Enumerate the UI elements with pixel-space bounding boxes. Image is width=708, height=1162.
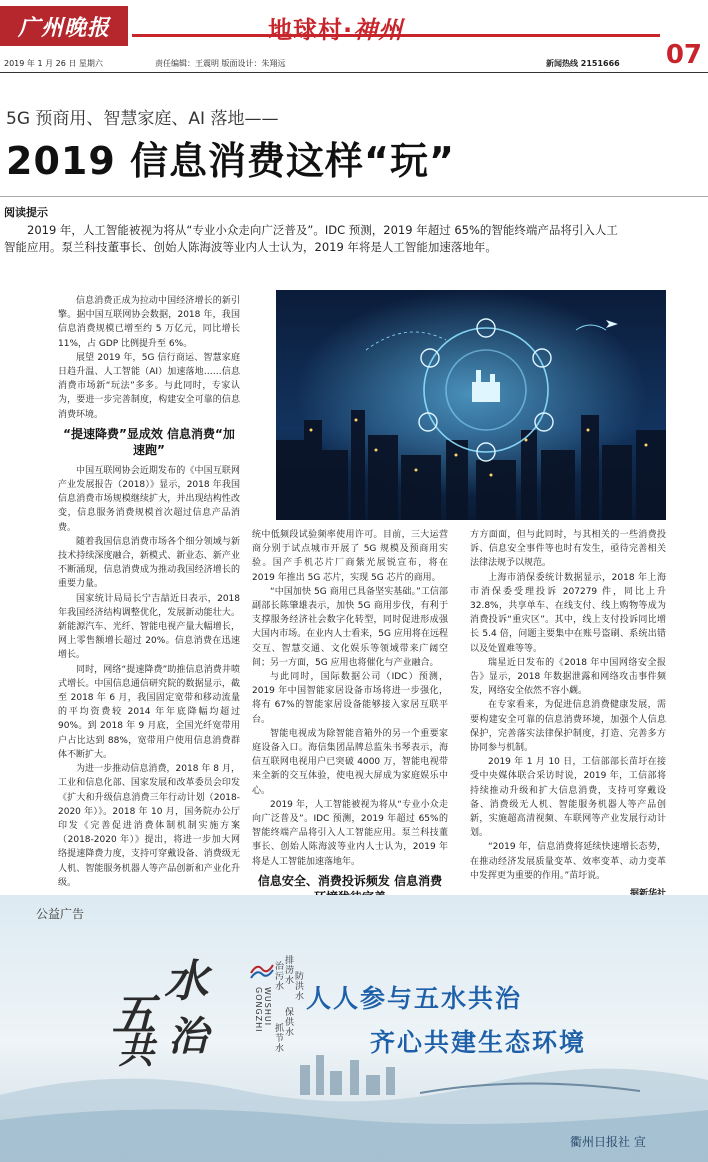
ad-headline-1: 人人参与五水共治 <box>306 984 523 1013</box>
header-divider <box>0 72 708 73</box>
news-hotline: 新闻热线 2151666 <box>546 59 620 68</box>
paragraph: 智能电视成为除智能音箱外的另一个重要家庭设备入口。海信集团品牌总监朱书琴表示，海信互联网电视用户已突破 4000 万，智能电视带来全新的交互体验，使电视大屏成为家庭娱乐中心。 <box>252 728 448 796</box>
slogan-vertical: 排涝水 <box>283 955 293 985</box>
paragraph: 上海市消保委统计数据显示，2018 年上海市消保委受理投诉 207279 件，同比上升 32.8%，共享单车、在线支付、线上购物等成为消费投诉“重灾区”。其中，线上支付投诉同比增长 5.4 倍，问题主要集中在账号盗刷、系统出错以及处置难等等。 <box>470 572 666 654</box>
newspaper-logo <box>0 6 128 46</box>
article-column-1 <box>58 294 240 975</box>
headline-title: 2019 信息消费这样“玩” <box>6 139 455 183</box>
calligraphy-char: 共 <box>118 1030 155 1072</box>
smart-city-svg <box>276 290 666 520</box>
calligraphy-title <box>112 945 222 1072</box>
paragraph: 为进一步推动信息消费，2018 年 8 月，工业和信息化部、国家发展和改革委员会印发《扩大和升级信息消费三年行动计划（2018-2020 年）》。2018 年 10 月，国务院办公厅印发《完善促进消费体制机制实施方案（2018-2020 年）》提出，将进一步加大网络提速降费力度，支持可穿戴设备、消费级无人机、智能服务机器人等产品创新和产业化升级。 <box>58 764 240 888</box>
slogan-vertical: 防洪水 <box>293 971 303 1001</box>
article-column-2 <box>252 528 448 925</box>
smart-city-illustration <box>276 290 666 520</box>
emblem-text: WUSHUI GONGZHI <box>254 987 272 1033</box>
paragraph: “2019 年，信息消费将延续快速增长态势，在推动经济发展质量变革、效率变革、动力变革中发挥更为重要的作用。”苗圩说。 <box>470 842 666 881</box>
paragraph: 统中低频段试验频率使用许可。目前，三大运营商分别于试点城市开展了 5G 规模及预商用实验。国产手机芯片厂商紫光展锐宣布，将在 2019 年推出 5G 芯片，实现 5G 芯片的商用。 <box>252 530 448 583</box>
slogan-vertical: 抓节水 <box>273 1023 283 1053</box>
subhead: 信息安全、消费投诉频发 信息消费 <box>257 873 443 888</box>
ad-headline-2: 齐心共建生态环境 <box>370 1028 587 1057</box>
public-service-ad <box>0 895 708 1162</box>
lead-label: 阅读提示 <box>4 206 48 219</box>
section-title <box>268 10 403 45</box>
paragraph: 中国互联网协会近期发布的《中国互联网产业发展报告（2018）》显示，2018 年我国信息消费市场规模继续扩大，并出现结构性改变，信息服务消费规模首次超过信息产品消费。 <box>58 465 240 533</box>
slogan-vertical: 治污水 <box>273 961 283 991</box>
paragraph: 瑞星近日发布的《2018 年中国网络安全报告》显示，2018 年数据泄露和网络攻击事件频发，网络安全依然不容小觑。 <box>470 657 666 697</box>
slogan-vertical: 保供水 <box>283 1007 293 1037</box>
page-number: 07 <box>665 40 702 70</box>
paragraph: 在专家看来，为促进信息消费健康发展，需要构建安全可靠的信息消费环境，加强个人信息保护，完善落实法律保护制度，打造、完善多方协同参与机制。 <box>470 700 666 754</box>
headline-kicker: 5G 预商用、智慧家庭、AI 落地—— <box>6 109 279 129</box>
paragraph: 方方面面，但与此同时，与其相关的一些消费投诉、信息安全事件等也时有发生，亟待完善相关法律法规予以规范。 <box>470 530 666 569</box>
section-title-sub: 神州 <box>353 15 404 44</box>
calligraphy-char: 水 <box>164 956 208 1007</box>
paragraph: 2019 年 1 月 10 日，工信部部长苗圩在接受中央媒体联合采访时说，2019 年，工信部将持续推动升级和扩大信息消费，支持可穿戴设备、消费级无人机、智能服务机器人等产品创新，实施超高清视频、车联网等产业发展行动计划。 <box>470 757 666 839</box>
ad-background-landscape <box>0 895 708 1162</box>
logo-text: 广州晚报 <box>17 14 110 41</box>
meta-bar <box>0 58 708 72</box>
paragraph: 随着我国信息消费市场各个细分领域与新技术持续深度融合，新模式、新业态、新产业不断涌现，信息消费成为推动我国经济增长的重要力量。 <box>58 536 240 590</box>
paragraph: 与此同时，国际数据公司（IDC）预测，2019 年中国智能家居设备市场将进一步强化，将有 67%的智能家居设备能够接入家居互联平台。 <box>252 672 448 725</box>
headline-divider <box>0 196 708 197</box>
paragraph: 展望 2019 年，5G 信行商运、智慧家庭日趋升温、人工智能（AI）加速落地……信息消费市场新“玩法”多多。与此同时，专家认为，要进一步完善制度，构建安全可靠的信息消费环境。 <box>58 352 240 420</box>
lead-text: 2019 年，人工智能被视为将从“专业小众走向广泛普及”。IDC 预测，2019 年超过 65%的智能终端产品将引入人工智能应用。泵兰科技董事长、创始人陈海波等业内人士认为，2019 年将是人工智能加速落地年。 <box>4 223 618 254</box>
subhead: “提速降费”显成效 信息消费“加速跑” <box>63 426 235 457</box>
paragraph: 2019 年，人工智能被视为将从“专业小众走向广泛普及”。IDC 预测，2019 年超过 65%的智能终端产品将引入人工智能应用。泵兰科技董事长、创始人陈海波等业内人士认为，2019 年将是人工智能加速落地年。 <box>252 799 448 867</box>
ad-label: 公益广告 <box>36 907 85 921</box>
paragraph: 同时，网络“提速降费”助推信息消费井喷式增长。中国信息通信研究院的数据显示，截至 2018 年 6 月，我国固定宽带和移动流量的平均资费较 2014 年年底降幅均超过 90%。到 2018 年 9 月底，全国光纤宽带用户占比达到 88%，宽带用户使用信息消费群体不断扩大。 <box>58 664 240 760</box>
calligraphy-char: 治 <box>168 1013 208 1060</box>
editor-credits: 责任编辑：王震明 版面设计：朱翔远 <box>155 59 286 68</box>
section-title-main: 地球村· <box>268 16 354 44</box>
paragraph: 国家统计局局长宁吉喆近日表示，2018 年我国经济结构调整优化，发展新动能壮大。新能源汽车、光纤、智能电视产量大幅增长，网上零售额增长超过 20%。信息消费在迅速增长。 <box>58 593 240 661</box>
paragraph: 信息消费正成为拉动中国经济增长的新引擎。据中国互联网协会数据，2018 年，我国信息消费规模已增至约 5 万亿元，同比增长 11%，占 GDP 比例提升至 6%。 <box>58 296 240 349</box>
calligraphy-char: 五 <box>112 990 156 1041</box>
ad-credit: 衢州日报社 宣 <box>570 1135 646 1149</box>
paragraph: “中国加快 5G 商用已具备坚实基础。”工信部副部长陈肇雄表示，加快 5G 商用步伐，有利于支撑服务经济社会数字化转型，同时促进形成强大国内市场。在业内人士看来，5G 应用将在远程交互、智慧交通、文化娱乐等领域带来广阔空间；另一方面，5G 应用也将催化与产业融合。 <box>252 586 448 668</box>
issue-date: 2019 年 1 月 26 日 星期六 <box>4 59 103 68</box>
article-column-3 <box>470 528 666 901</box>
